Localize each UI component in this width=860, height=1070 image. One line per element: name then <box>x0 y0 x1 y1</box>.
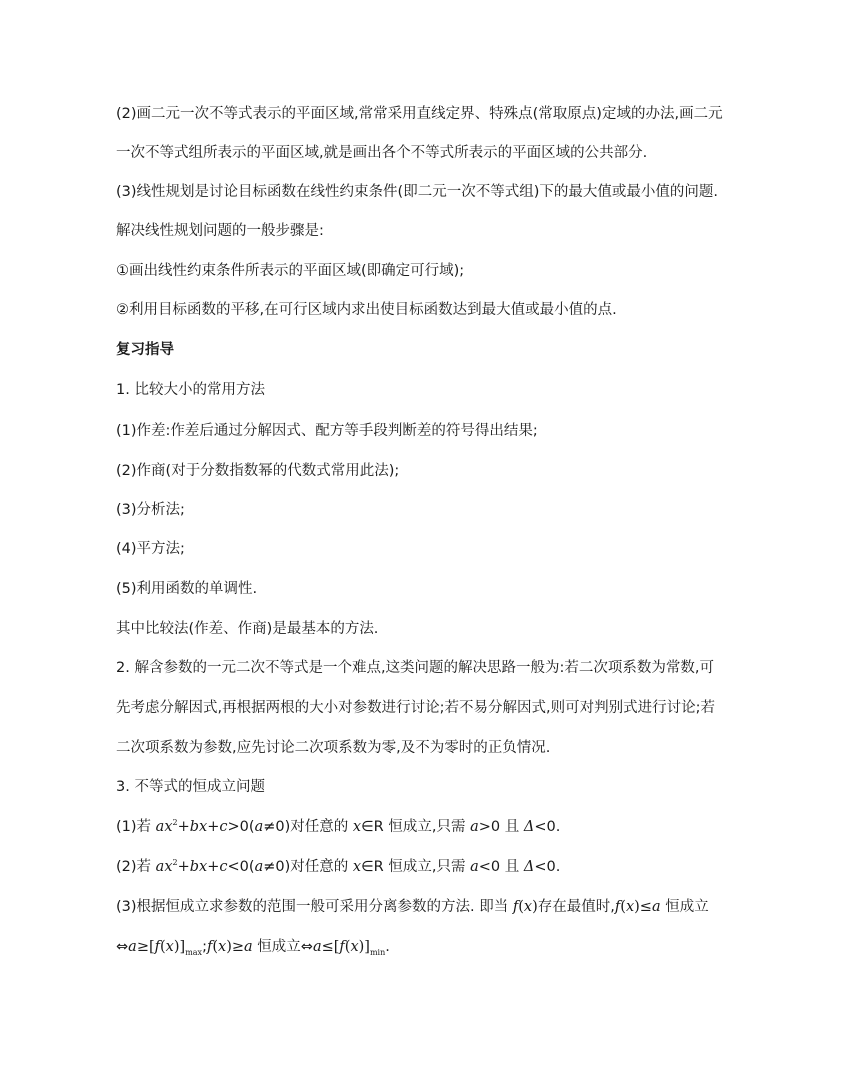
math-exponent: 2 <box>172 818 178 828</box>
math-var: c <box>219 819 228 835</box>
section-title: 3. 不等式的恒成立问题 <box>116 779 265 795</box>
math-var: x <box>350 939 359 955</box>
math-op: + <box>177 819 190 835</box>
math-var: x <box>523 899 533 915</box>
list-item: (5)利用函数的单调性. <box>116 581 258 597</box>
section-title: 1. 比较大小的常用方法 <box>116 382 265 398</box>
paragraph-line: 一次不等式组所表示的平面区域,就是画出各个不等式所表示的平面区域的公共部分. <box>116 145 648 161</box>
step-item: ②利用目标函数的平移,在可行区域内求出使目标函数达到最大值或最小值的点. <box>116 302 617 318</box>
math-subscript-min: min <box>369 947 386 957</box>
item-prefix: (1)若 <box>116 819 156 835</box>
step-item: ①画出线性约束条件所表示的平面区域(即确定可行域); <box>116 263 465 279</box>
paragraph-line: 二次项系数为参数,应先讨论二次项系数为零,及不为零时的正负情况. <box>116 740 551 756</box>
math-var: x <box>164 859 173 875</box>
math-text: ≠0)对任意的 <box>263 819 353 835</box>
math-op: < <box>227 859 240 875</box>
list-item: (1)作差:作差后通过分解因式、配方等手段判断差的符号得出结果; <box>116 423 538 439</box>
math-var: b <box>189 819 200 835</box>
paragraph-line: 先考虑分解因式,再根据两根的大小对参数进行讨论;若不易分解因式,则可对判别式进行讨论;若 <box>116 700 715 716</box>
math-op: > <box>227 819 240 835</box>
math-var: x <box>352 819 362 835</box>
math-var: f <box>206 939 213 955</box>
condition-item-2 <box>116 857 756 877</box>
math-text: 0( <box>239 859 255 875</box>
equiv-symbol: ⇔ <box>300 939 313 955</box>
math-var: a <box>312 939 322 955</box>
item-text: 恒成立 <box>252 939 301 955</box>
math-var: b <box>189 859 200 875</box>
math-op: + <box>207 819 220 835</box>
math-var: a <box>128 939 137 955</box>
math-op: ≤ <box>639 899 652 915</box>
math-var: x <box>218 939 227 955</box>
list-item: (2)作商(对于分数指数幂的代数式常用此法); <box>116 463 400 479</box>
list-item: (3)分析法; <box>116 502 185 518</box>
math-text: . <box>385 939 390 955</box>
equiv-symbol: ⇔ <box>116 939 129 955</box>
math-var: x <box>165 939 174 955</box>
math-var: Δ <box>523 819 535 835</box>
math-var: a <box>651 899 661 915</box>
math-var: f <box>154 939 160 955</box>
math-var: x <box>199 859 208 875</box>
math-op: ≥ <box>231 939 245 955</box>
math-var: Δ <box>523 859 535 875</box>
math-op: ≤[ <box>321 939 340 955</box>
math-text: >0 且 <box>478 819 524 835</box>
math-var: x <box>164 819 173 835</box>
math-var: x <box>199 819 208 835</box>
review-heading: 复习指导 <box>116 342 174 358</box>
math-var: a <box>155 859 165 875</box>
item-text: 恒成立 <box>660 899 709 915</box>
math-exponent: 2 <box>172 858 178 868</box>
math-subscript-max: max <box>185 947 203 957</box>
item-text: 存在最值时, <box>537 899 615 915</box>
math-text: <0. <box>534 819 561 835</box>
math-var: a <box>254 859 264 875</box>
list-item: (4)平方法; <box>116 541 185 557</box>
math-var: a <box>254 819 264 835</box>
math-text: ∈R 恒成立,只需 <box>361 819 471 835</box>
math-var: a <box>155 819 165 835</box>
math-var: x <box>352 859 362 875</box>
item-text: (3)根据恒成立求参数的范围一般可采用分离参数的方法. 即当 <box>116 899 513 915</box>
math-var: a <box>470 859 479 875</box>
math-text: <0. <box>534 859 561 875</box>
math-text: ∈R 恒成立,只需 <box>361 859 471 875</box>
math-op: ≥[ <box>136 939 155 955</box>
item-prefix: (2)若 <box>116 859 156 875</box>
section-note: 其中比较法(作差、作商)是最基本的方法. <box>116 621 379 637</box>
math-op: + <box>207 859 220 875</box>
paragraph-line: (3)线性规划是讨论目标函数在线性约束条件(即二元一次不等式组)下的最大值或最小值的问题. <box>116 184 718 200</box>
math-text: 0( <box>239 819 255 835</box>
condition-item-1 <box>116 817 756 837</box>
math-var: a <box>244 939 253 955</box>
math-var: f <box>339 939 345 955</box>
math-var: f <box>614 899 621 915</box>
math-var: f <box>512 899 519 915</box>
paragraph-line: 解决线性规划问题的一般步骤是: <box>116 223 324 239</box>
math-var: x <box>625 899 635 915</box>
math-text: <0 且 <box>478 859 524 875</box>
math-var: c <box>219 859 228 875</box>
math-text: ; <box>202 939 207 955</box>
paragraph-line: (2)画二元一次不等式表示的平面区域,常常采用直线定界、特殊点(常取原点)定域的办法,画二元 <box>116 106 723 122</box>
math-text: ≠0)对任意的 <box>263 859 353 875</box>
condition-item-3-cont: $\Leftrightarrow a\ge[f(x)]_{max};f(x)\ge a$ 恒成立$\Leftrightarrow a\le[f(x)]_{min}$. <box>116 939 390 957</box>
paragraph-line: 2. 解含参数的一元二次不等式是一个难点,这类问题的解决思路一般为:若二次项系数为常数,可 <box>116 660 715 676</box>
math-var: a <box>470 819 479 835</box>
condition-item-3: (3)根据恒成立求参数的范围一般可采用分离参数的方法. 即当 f(x)存在最值时,f(x)≤a 恒成立 <box>116 899 709 915</box>
math-op: + <box>177 859 190 875</box>
